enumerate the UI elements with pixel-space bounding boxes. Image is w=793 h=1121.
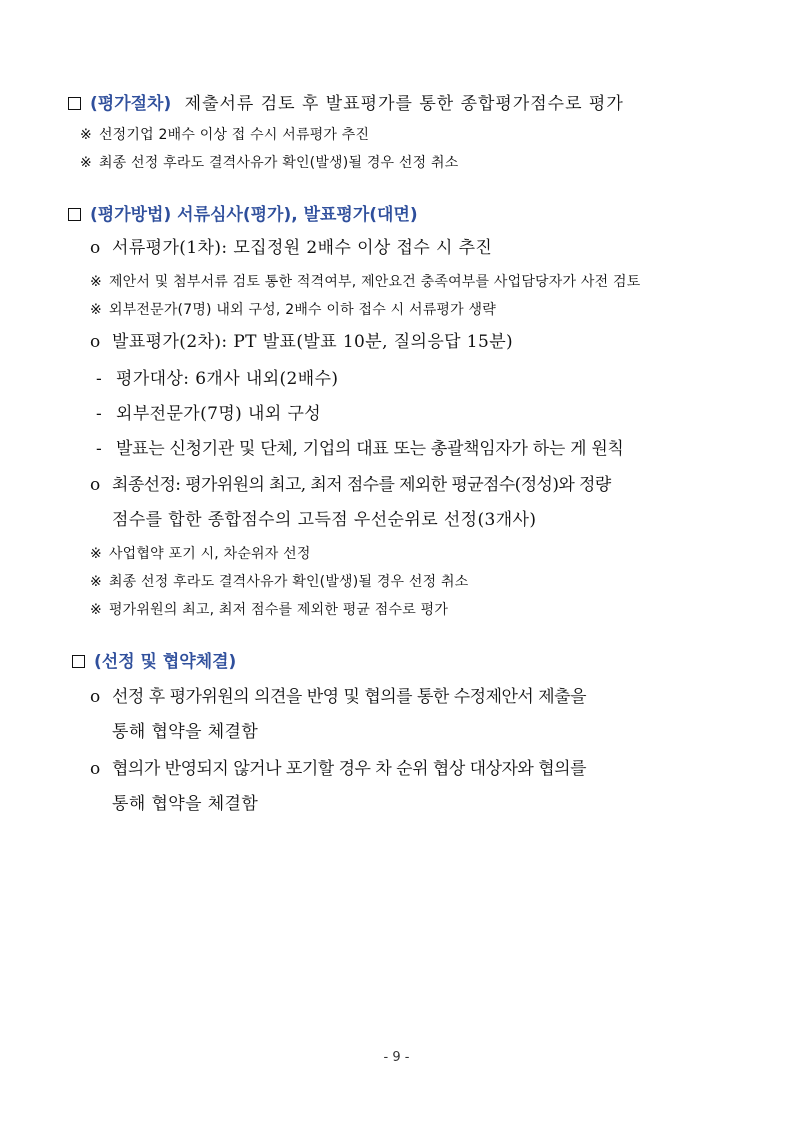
method-item-1-note-1	[90, 275, 640, 289]
method-item-3-note-3	[90, 603, 448, 617]
agreement-item-1-line-1	[90, 689, 586, 706]
heading-agreement	[72, 654, 236, 671]
heading-procedure	[68, 96, 624, 113]
note-mark-icon: ※	[90, 302, 102, 318]
dash-icon: -	[96, 369, 103, 389]
page-number: - 9 -	[383, 1050, 410, 1065]
method-item-3-note-1	[90, 547, 311, 561]
bullet-icon: o	[90, 238, 101, 258]
bullet-icon: o	[90, 475, 101, 495]
heading-agreement-title: (선정 및 협약체결)	[94, 652, 237, 672]
note-text: 사업협약 포기 시, 차순위자 선정	[108, 546, 311, 562]
agreement-item-2-line-2	[112, 796, 258, 813]
agreement-item-1-line-2	[112, 724, 258, 741]
agreement-item-1-text: 선정 후 평가위원의 의견을 반영 및 협의를 통한 수정제안서 제출을	[112, 687, 587, 707]
sub-text: 외부전문가(7명) 내외 구성	[116, 404, 322, 424]
method-item-1-text: 서류평가(1차): 모집정원 2배수 이상 접수 시 추진	[112, 238, 493, 258]
note-text: 선정기업 2배수 이상 접 수시 서류평가 추진	[98, 127, 370, 143]
agreement-item-2-line-1	[90, 761, 586, 778]
method-item-3-text-cont: 점수를 합한 종합점수의 고득점 우선순위로 선정(3개사)	[112, 510, 537, 530]
bullet-icon: o	[90, 332, 101, 352]
method-item-2	[90, 334, 513, 351]
note-mark-icon: ※	[90, 602, 102, 618]
checkbox-square-icon	[68, 208, 81, 221]
method-item-1	[90, 240, 492, 257]
heading-method	[68, 207, 418, 224]
checkbox-square-icon	[72, 655, 85, 668]
dash-icon: -	[96, 404, 103, 424]
agreement-item-1-text-cont: 통해 협약을 체결함	[112, 722, 259, 742]
note-mark-icon: ※	[90, 546, 102, 562]
method-item-1-note-2	[90, 303, 496, 317]
sub-text: 평가대상: 6개사 내외(2배수)	[116, 369, 339, 389]
heading-procedure-title: (평가절차)	[90, 94, 172, 114]
note-text: 평가위원의 최고, 최저 점수를 제외한 평균 점수로 평가	[108, 602, 449, 618]
agreement-item-2-text: 협의가 반영되지 않거나 포기할 경우 차 순위 협상 대상자와 협의를	[112, 759, 587, 779]
note-procedure-1	[80, 128, 369, 142]
bullet-icon: o	[90, 687, 101, 707]
sub-text: 발표는 신청기관 및 단체, 기업의 대표 또는 총괄책임자가 하는 게 원칙	[116, 439, 624, 459]
bullet-icon: o	[90, 759, 101, 779]
dash-icon: -	[96, 439, 103, 459]
method-item-2-sub-3	[96, 441, 624, 458]
heading-procedure-description: 제출서류 검토 후 발표평가를 통한 종합평가점수로 평가	[184, 94, 624, 114]
note-mark-icon: ※	[80, 127, 92, 143]
method-item-2-text: 발표평가(2차): PT 발표(발표 10분, 질의응답 15분)	[112, 332, 514, 352]
note-text: 최종 선정 후라도 결격사유가 확인(발생)될 경우 선정 취소	[108, 574, 469, 590]
note-mark-icon: ※	[90, 274, 102, 290]
note-mark-icon: ※	[90, 574, 102, 590]
method-item-3-text: 최종선정: 평가위원의 최고, 최저 점수를 제외한 평균점수(정성)와 정량	[112, 475, 611, 495]
note-text: 외부전문가(7명) 내외 구성, 2배수 이하 접수 시 서류평가 생략	[108, 302, 496, 318]
method-item-3-line-1	[90, 477, 730, 494]
method-item-3-line-2	[112, 512, 536, 529]
heading-method-title: (평가방법) 서류심사(평가), 발표평가(대면)	[90, 205, 418, 225]
method-item-2-sub-1	[96, 371, 338, 388]
note-procedure-2	[80, 156, 458, 170]
note-text: 제안서 및 첨부서류 검토 통한 적격여부, 제안요건 충족여부를 사업담당자가 사전 검토	[108, 274, 641, 290]
method-item-3-note-2	[90, 575, 468, 589]
note-text: 최종 선정 후라도 결격사유가 확인(발생)될 경우 선정 취소	[98, 155, 459, 171]
agreement-item-2-text-cont: 통해 협약을 체결함	[112, 794, 259, 814]
note-mark-icon: ※	[80, 155, 92, 171]
method-item-2-sub-2	[96, 406, 321, 423]
checkbox-square-icon	[68, 97, 81, 110]
